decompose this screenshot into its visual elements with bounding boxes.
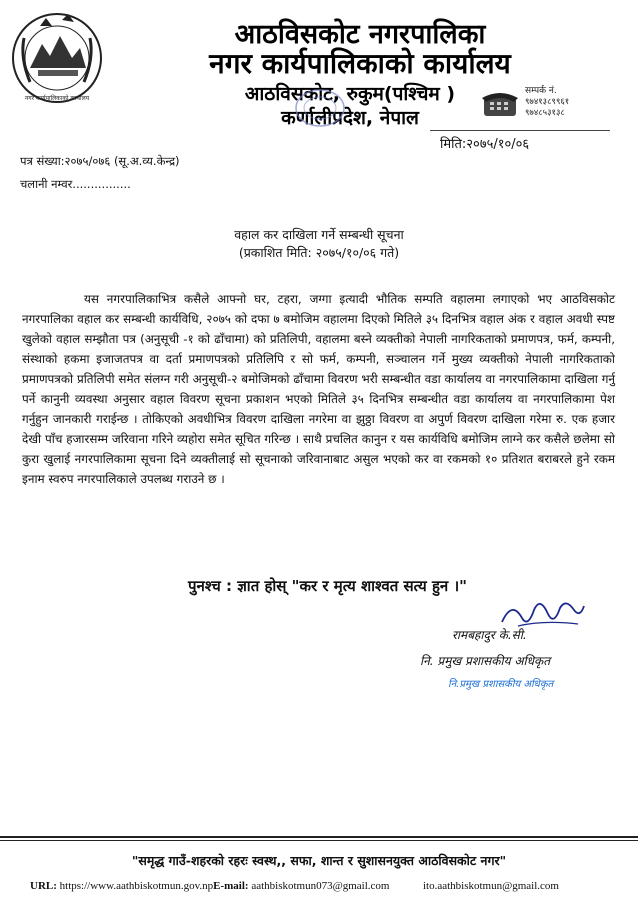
contact-phone-2: ९७४८५३१३८ <box>525 108 565 118</box>
url-label: URL: <box>30 880 57 892</box>
signer-designation: नि. प्रमुख प्रशासकीय अधिकृत <box>420 654 551 668</box>
header-divider <box>430 130 610 131</box>
designation-stamp: नि.प्रमुख प्रशासकीय अधिकृत <box>448 679 554 690</box>
dispatch-number: चलानी नम्वर................ <box>20 177 131 191</box>
published-date: (प्रकाशित मिति: २०७५/१०/०६ गते) <box>238 245 400 260</box>
municipality-motto: "समृद्ध गाउँ-शहरको रहरः स्वस्थ,, सफा, शान्त र सुशासनयुक्त आठविसकोट नगर" <box>131 853 507 868</box>
telephone-icon <box>480 88 520 118</box>
letter-date: मिति:२०७५/१०/०६ <box>440 137 530 152</box>
footer-divider-thin <box>0 840 638 841</box>
letter-number: पत्र संख्या:२०७५/०७६ (सू.अ.व्य.केन्द्र) <box>20 154 180 168</box>
signer-name: रामबहादुर के.सी. <box>452 628 527 642</box>
footer-contact <box>30 880 630 892</box>
notice-subject: वहाल कर दाखिला गर्ने सम्बन्धी सूचना <box>234 227 404 242</box>
office-address: आठविसकोट, रुकुम(पश्चिम ) <box>244 83 456 105</box>
municipality-name: आठविसकोट नगरपालिका <box>234 19 486 50</box>
office-province: कर्णालीप्रदेश, नेपाल <box>281 107 419 129</box>
postscript: पुनश्च : ज्ञात होस् "कर र मृत्य शाश्वत सत्य हुन ।" <box>188 577 467 595</box>
email-link-2[interactable]: ito.aathbiskotmun@gmail.com <box>422 880 559 892</box>
office-stamp-icon <box>292 86 348 130</box>
email-label: E-mail: <box>213 880 249 892</box>
office-name: नगर कार्यपालिकाको कार्यालय <box>209 47 511 80</box>
contact-phone-1: ९७४१३८९९६१ <box>525 97 570 107</box>
contact-label: सम्पर्क नं. <box>525 86 557 96</box>
nepal-emblem-icon <box>10 8 105 108</box>
email-link-1[interactable]: aathbiskotmun073@gmail.com <box>251 880 390 892</box>
website-link[interactable]: https://www.aathbiskotmun.gov.np <box>59 880 214 892</box>
contact-block <box>525 86 569 119</box>
notice-body: यस नगरपालिकाभित्र कसैले आफ्नो घर, टहरा, जग्गा इत्यादी भौतिक सम्पति वहालमा लगाएको भए आठविसकोट नगरपालिका वहाल कर सम्बन्धी कार्यविधि, २०७५ को दफा ७ बमोजिम वहालमा दिएको मितिले ३५ दिनभित्र वहाल अंक र वहाल अवधी स्पष्ट खुलेको वहाल सम्झौता पत्र (अनुसूची -१ को ढाँचामा) को प्रतिलिपी, वहालमा बस्ने व्यक्तीको नेपाली नागरिकताको प्रमाणपत्र, फर्म, कम्पनी, संस्थाको हकमा इजाजतपत्र वा दर्ता प्रमाणपत्रको प्रतिलिपि र सो फर्म, कम्पनी, सञ्चालन गर्ने मुख्य व्यक्तीको नेपाली नागरिकताको प्रमाणपत्रको प्रतिलिपी समेत संलग्न गरी अनुसूची-२ बमोजिमको ढाँचामा विवरण भरी सम्बन्धीत वडा कार्यालय वा नगरपालिकामा दाखिला गर्नु पर्ने कानुनी व्यवस्था अनुसार वहाल विवरण सूचना प्रकाशन भएको मितिले ३५ दिनभित्र सम्बन्धीत वडा कार्यालय वा नगरपालिकामा पेश गर्नुहुन जानकारी गराईन्छ । तोकिएको अवधीभित्र विवरण दाखिला नगरेमा वा झुठ्ठा विवरण वा अपुर्ण विवरण दाखिला गरेमा रु. एक हजार देखी पाँच हजारसम्म जरिवाना गरिने व्यहोरा समेत सूचित गरिन्छ । साथै प्रचलित कानुन र यस कार्यविधि बमोजिम लाग्ने कर कसैले छलेमा सो कुरा खुलाई नगरपालिकामा सूचना दिने व्यक्तीलाई सो सूचनाको जरिवानाबाट असुल भएको कर वा रकमको १० प्रतिशत बराबरले हुने रकम इनाम स्वरुप नगरपालिकाले उपलब्ध गराउने छ । <box>22 292 615 486</box>
footer-divider <box>0 836 638 838</box>
emblem-text: नगर कार्यपालिकाको कार्यालय <box>24 95 90 102</box>
